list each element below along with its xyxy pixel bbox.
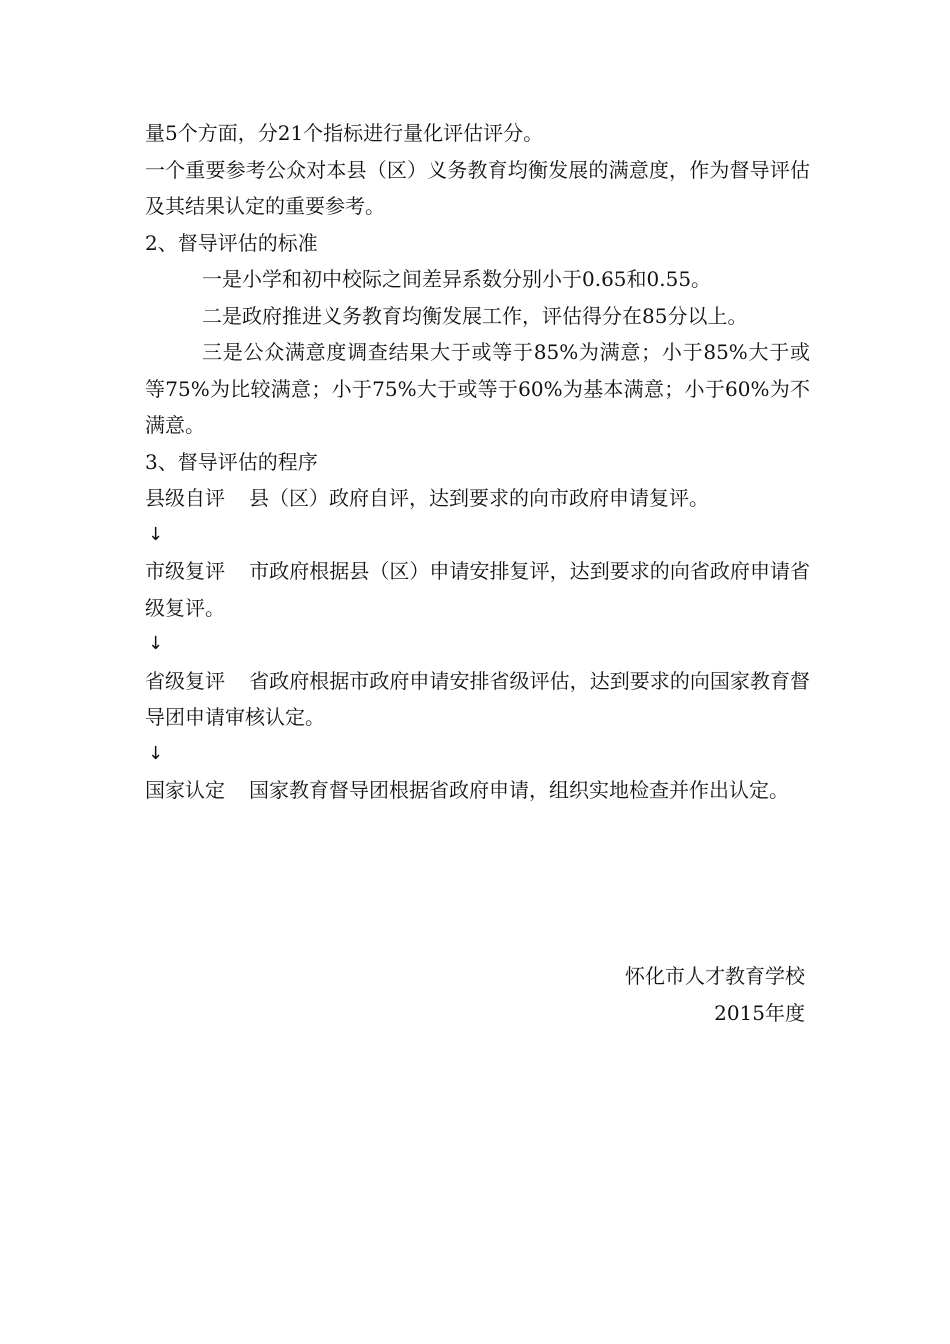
- flow-step-text: 市政府根据县（区）申请安排复评，达到要求的向省政府申请省级复评。: [145, 559, 811, 620]
- standard-item-3: 三是公众满意度调查结果大于或等于85%为满意；小于85%大于或等75%为比较满意；小于75%大于或等于60%为基本满意；小于60%为不满意。: [145, 340, 810, 437]
- signature-date: 2015年度: [714, 1000, 805, 1025]
- down-arrow-icon: ↓: [148, 633, 164, 654]
- flow-step-text: 省政府根据市政府申请安排省级评估，达到要求的向国家教育督导团申请审核认定。: [145, 668, 811, 729]
- signature-block: [625, 958, 805, 1031]
- paragraph-public-satisfaction: 一个重要参考公众对本县（区）义务教育均衡发展的满意度，作为督导评估及其结果认定的重要参考。: [145, 157, 810, 218]
- flow-step-label: 省级复评: [145, 668, 226, 693]
- signature-organization: 怀化市人才教育学校: [625, 964, 805, 988]
- flow-step-label: 国家认定: [145, 778, 225, 802]
- heading-standards: 2、督导评估的标准: [145, 230, 318, 255]
- flow-step-county: [145, 480, 810, 517]
- flow-step-province: [145, 663, 810, 736]
- standard-item-2: 二是政府推进义务教育均衡发展工作，评估得分在85分以上。: [202, 303, 748, 328]
- down-arrow-icon: ↓: [148, 742, 164, 764]
- down-arrow-icon: ↓: [148, 523, 164, 545]
- heading-procedure: 3、督导评估的程序: [145, 449, 318, 474]
- standard-item-1: 一是小学和初中校际之间差异系数分别小于0.65和0.55。: [202, 267, 712, 291]
- flow-step-text: 县（区）政府自评，达到要求的向市政府申请复评。: [249, 486, 709, 510]
- flow-step-label: 市级复评: [145, 559, 226, 583]
- paragraph-indicators: 量5个方面，分21个指标进行量化评估评分。: [145, 121, 544, 145]
- document-body: [145, 115, 810, 809]
- flow-step-city: [145, 553, 810, 626]
- flow-step-text: 国家教育督导团根据省政府申请，组织实地检查并作出认定。: [249, 778, 789, 802]
- flow-step-label: 县级自评: [145, 486, 225, 510]
- flow-step-national: [145, 772, 810, 809]
